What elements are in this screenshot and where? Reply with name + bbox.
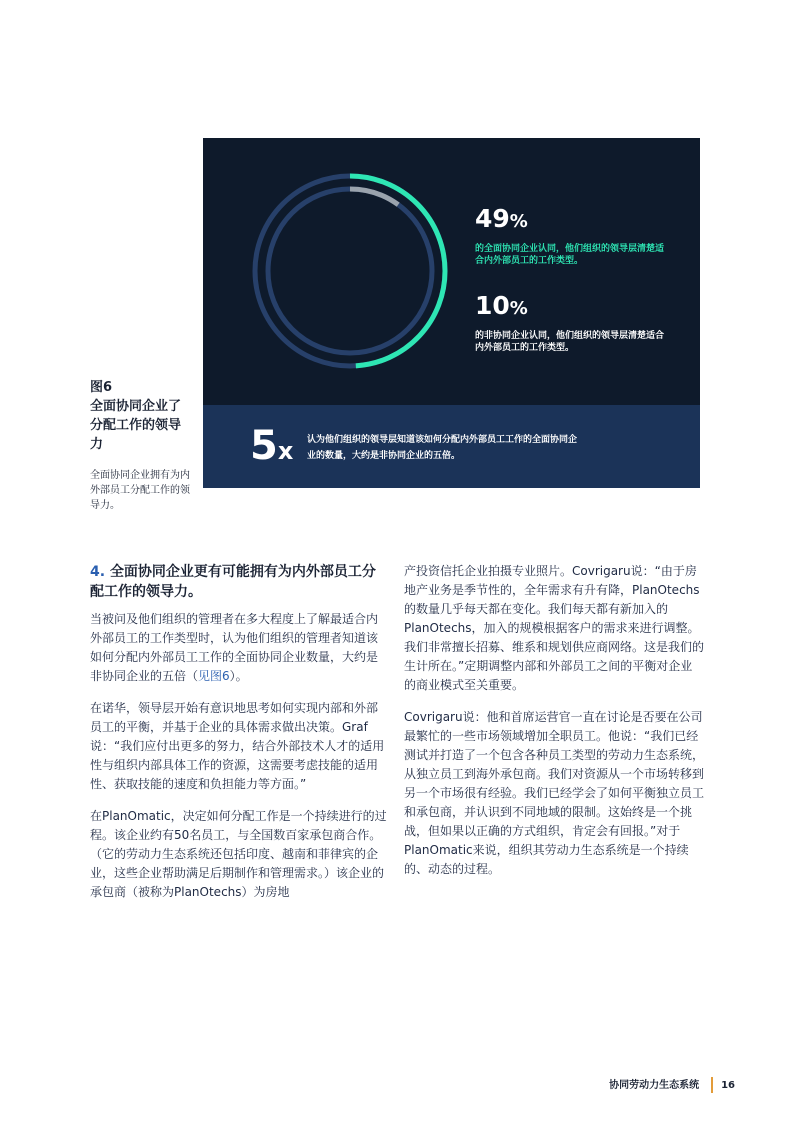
donut-chart (245, 166, 455, 376)
stat-10-percent (475, 291, 665, 354)
paragraph-5: Covrigaru说：他和首席运营官一直在讨论是否要在公司最繁忙的一些市场领域增加全职员工。他说：“我们已经测试并打造了一个包含各种员工类型的劳动力生态系统，从独立员工到海外承包商。我们对资源从一个市场转移到另一个市场很有经验。我们已经学会了如何平衡独立员工和承包商，并认识到不同地域的限制。这始终是一个挑战，但如果以正确的方式组织，肯定会有回报。”对于PlanOmatic来说，组织其劳动力生态系统是一个持续的、动态的过程。 (404, 710, 705, 876)
figure-number: 图6 (90, 380, 113, 395)
multiple-stat (250, 423, 293, 469)
section-heading (90, 562, 388, 602)
right-column (404, 562, 704, 892)
paragraph-3: 在PlanOmatic，决定如何分配工作是一个持续进行的过程。该企业约有50名员工，与全国数百家承包商合作。（它的劳动力生态系统还包括印度、越南和菲律宾的企业，这些企业帮助满足后期制作和管理需求。）该企业的承包商（被称为PlanOtechs）为房地 (90, 809, 387, 899)
section-title: 全面协同企业更有可能拥有为内外部员工分配工作的领导力。 (90, 564, 376, 600)
footer-divider (711, 1077, 713, 1093)
paragraph-1-end: ）。 (229, 669, 248, 683)
infographic-panel (203, 138, 700, 488)
footer-title: 协同劳动力生态系统 (609, 1080, 700, 1091)
paragraph-2: 在诺华，领导层开始有意识地思考如何实现内部和外部员工的平衡，并基于企业的具体需求做出决策。Graf说：“我们应付出更多的努力，结合外部技术人才的适用性与组织内部具体工作的资源，这需要考虑技能的适用性、获取技能的速度和负担能力等方面。” (90, 701, 385, 791)
multiple-unit: x (277, 437, 294, 465)
multiple-text: 认为他们组织的领导层知道该如何分配内外部员工工作的全面协同企业的数量，大约是非协同企业的五倍。 (307, 435, 578, 461)
paragraph-4: 产投资信托企业拍摄专业照片。Covrigaru说：“由于房地产业务是季节性的，全年需求有升有降，PlanOtechs的数量几乎每天都在变化。我们每天都有新加入的PlanOtechs，加入的规模根据客户的需求来进行调整。我们非常擅长招募、维系和规划供应商网络。这是我们的生计所在。”定期调整内部和外部员工之间的平衡对企业的商业模式至关重要。 (404, 564, 705, 692)
inner-ring-track (268, 189, 432, 353)
stat-49-percent (475, 204, 665, 267)
figure-link[interactable]: 见图6 (198, 669, 230, 683)
stat1-text: 的全面协同企业认同，他们组织的领导层清楚适合内外部员工的工作类型。 (475, 244, 665, 266)
stat2-text: 的非协同企业认同，他们组织的领导层清楚适合内外部员工的工作类型。 (475, 331, 665, 353)
multiple-value: 5 (250, 423, 278, 469)
page-footer (609, 1076, 735, 1093)
stat1-unit: % (509, 211, 528, 232)
left-column (90, 562, 388, 915)
stat2-value: 10 (475, 291, 510, 320)
paragraph-1-text: 当被问及他们组织的管理者在多大程度上了解最适合内外部员工的工作类型时，认为他们组织的管理者知道该如何分配内外部员工工作的全面协同企业数量，大约是非协同企业的五倍（ (90, 612, 379, 683)
stat1-value: 49 (475, 204, 510, 233)
figure-title: 全面协同企业了分配工作的领导力 (90, 399, 182, 452)
stat2-unit: % (509, 298, 528, 319)
page-number: 16 (721, 1080, 735, 1091)
paragraph-1 (90, 610, 388, 686)
figure-description: 全面协同企业拥有为内外部员工分配工作的领导力。 (90, 470, 190, 511)
section-number: 4. (90, 564, 106, 580)
figure-caption (90, 378, 190, 513)
